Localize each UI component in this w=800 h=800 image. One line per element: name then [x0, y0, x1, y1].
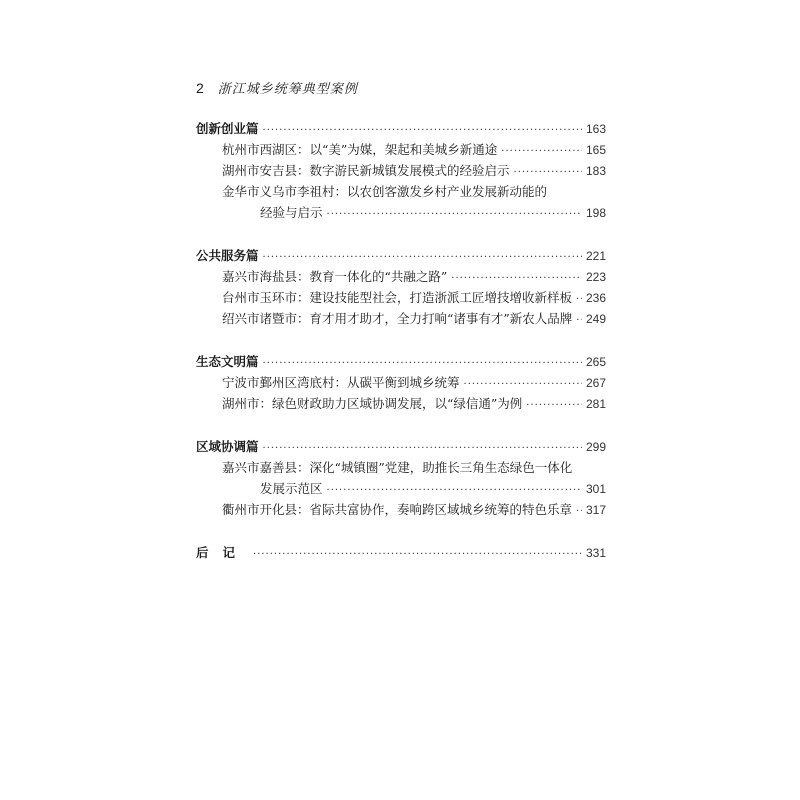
dot-leader [576, 289, 582, 310]
toc-entry[interactable] [196, 308, 606, 329]
entry-title: 绍兴市诸暨市：育才用才助才，全力打响“诸事有才”新农人品牌 [222, 311, 573, 326]
header-page-number: 2 [196, 80, 204, 96]
entry-page-number: 165 [585, 143, 606, 157]
dot-leader [263, 247, 582, 268]
toc-entry[interactable] [196, 139, 606, 160]
entry-page-number: 183 [585, 164, 606, 178]
section-page-number: 221 [585, 249, 606, 263]
entry-title: 宁波市鄞州区湾底村：从碳平衡到城乡统筹 [222, 375, 460, 390]
table-of-contents [196, 118, 606, 585]
toc-section [196, 436, 606, 520]
dot-leader [327, 204, 582, 225]
section-page-number: 299 [585, 440, 606, 454]
entry-title: 湖州市：绿色财政助力区域协调发展，以“绿信通”为例 [222, 396, 523, 411]
toc-entry[interactable] [196, 287, 606, 308]
dot-leader [451, 268, 582, 289]
entry-title: 金华市义乌市李祖村：以农创客激发乡村产业发展新动能的 [222, 184, 548, 199]
toc-entry[interactable] [196, 160, 606, 181]
section-title: 区域协调篇 [196, 439, 259, 454]
dot-leader [263, 438, 582, 459]
toc-entry-continuation[interactable] [196, 478, 606, 499]
entry-title-continued: 经验与启示 [260, 205, 323, 220]
toc-section [196, 351, 606, 414]
toc-entry[interactable] [196, 457, 606, 478]
dot-leader [263, 120, 582, 141]
dot-leader [327, 480, 582, 501]
toc-entry[interactable] [196, 181, 606, 202]
entry-page-number: 317 [585, 503, 606, 517]
running-header [196, 78, 358, 97]
dot-leader [526, 395, 582, 416]
dot-leader [253, 544, 582, 565]
entry-page-number: 198 [585, 206, 606, 220]
section-title: 公共服务篇 [196, 248, 259, 263]
section-title: 创新创业篇 [196, 121, 259, 136]
toc-section-heading[interactable] [196, 245, 606, 266]
dot-leader [464, 374, 582, 395]
toc-section-heading[interactable] [196, 436, 606, 457]
dot-leader [501, 141, 582, 162]
section-page-number: 265 [585, 355, 606, 369]
entry-page-number: 281 [585, 397, 606, 411]
dot-leader [514, 162, 582, 183]
toc-entry[interactable] [196, 266, 606, 287]
toc-entry[interactable] [196, 393, 606, 414]
entry-title-continued: 发展示范区 [260, 481, 323, 496]
toc-section-heading[interactable] [196, 542, 606, 563]
entry-page-number: 249 [585, 312, 606, 326]
entry-title: 衢州市开化县：省际共富协作，奏响跨区域城乡统筹的特色乐章 [222, 502, 573, 517]
entry-page-number: 223 [585, 270, 606, 284]
header-book-title: 浙江城乡统筹典型案例 [217, 82, 358, 97]
section-page-number: 331 [585, 546, 606, 560]
entry-page-number: 236 [585, 291, 606, 305]
section-title: 后记 [196, 545, 250, 560]
toc-section [196, 542, 606, 563]
entry-title: 嘉兴市嘉善县：深化“城镇圈”党建，助推长三角生态绿色一体化 [222, 460, 573, 475]
entry-title: 湖州市安吉县：数字游民新城镇发展模式的经验启示 [222, 163, 510, 178]
toc-section-heading[interactable] [196, 351, 606, 372]
dot-leader [576, 501, 582, 522]
entry-title: 嘉兴市海盐县：教育一体化的“共融之路” [222, 269, 448, 284]
toc-entry-continuation[interactable] [196, 202, 606, 223]
toc-entry[interactable] [196, 499, 606, 520]
toc-entry[interactable] [196, 372, 606, 393]
toc-section [196, 118, 606, 223]
dot-leader [576, 310, 582, 331]
section-title: 生态文明篇 [196, 354, 259, 369]
entry-title: 台州市玉环市：建设技能型社会，打造浙派工匠增技增收新样板 [222, 290, 573, 305]
entry-title: 杭州市西湖区：以“美”为媒，架起和美城乡新通途 [222, 142, 498, 157]
section-page-number: 163 [585, 122, 606, 136]
toc-section [196, 245, 606, 329]
toc-section-heading[interactable] [196, 118, 606, 139]
entry-page-number: 267 [585, 376, 606, 390]
dot-leader [263, 353, 582, 374]
entry-page-number: 301 [585, 482, 606, 496]
